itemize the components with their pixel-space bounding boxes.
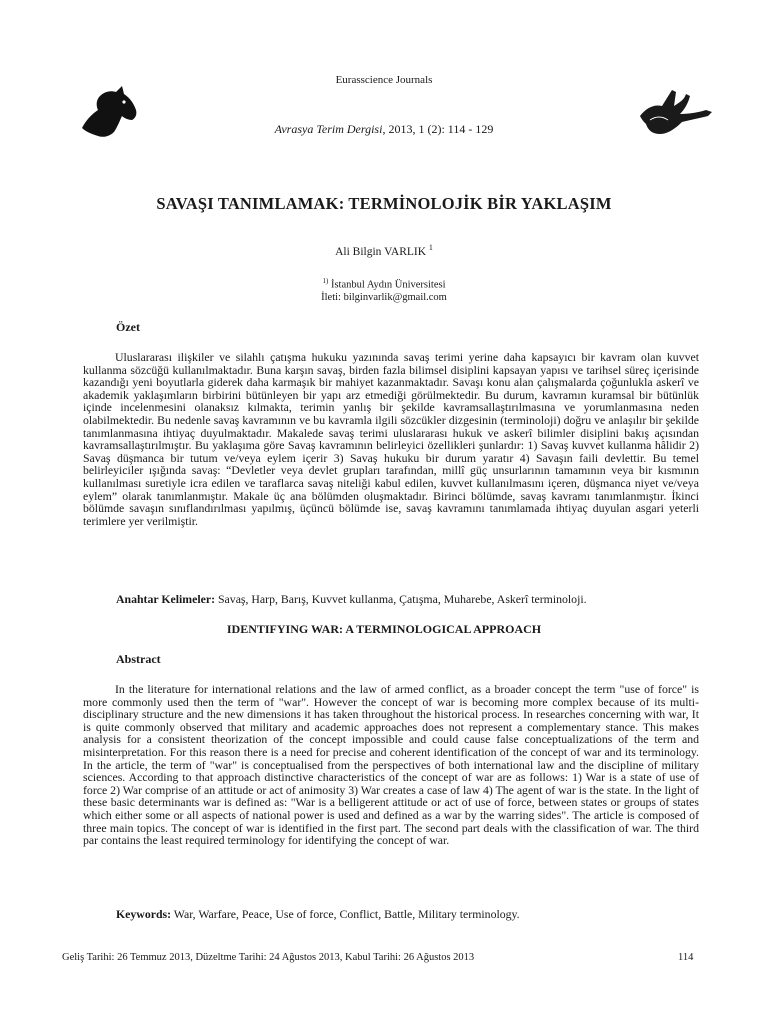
keywords-tr-label: Anahtar Kelimeler: bbox=[116, 592, 216, 606]
affiliation-line bbox=[0, 277, 768, 291]
abstract-heading: Abstract bbox=[116, 652, 161, 666]
author-name: Ali Bilgin VARLIK bbox=[335, 246, 427, 258]
affiliation: İstanbul Aydın Üniversitesi bbox=[330, 279, 446, 291]
footer-dates: Geliş Tarihi: 26 Temmuz 2013, Düzeltme Tarihi: 24 Ağustos 2013, Kabul Tarihi: 26 Ağustos 2013 bbox=[62, 952, 475, 963]
citation-details: , 2013, 1 (2): 114 - 129 bbox=[382, 122, 494, 136]
article-title-tr: SAVAŞI TANIMLAMAK: TERMİNOLOJİK BİR YAKLAŞIM bbox=[156, 194, 612, 213]
keywords-en-label: Keywords: bbox=[116, 907, 172, 921]
author-superscript: 1 bbox=[428, 243, 433, 252]
keywords-en-list: War, Warfare, Peace, Use of force, Conflict, Battle, Military terminology. bbox=[171, 907, 520, 921]
affiliation-superscript: 1) bbox=[322, 277, 329, 285]
journal-citation bbox=[0, 122, 768, 137]
article-title-en: IDENTIFYING WAR: A TERMINOLOGICAL APPROACH bbox=[226, 622, 542, 636]
abstract-paragraph: In the literature for international relations and the law of armed conflict, as a broader concept the term "use of force" is more commonly used then the term of "war". However the concept of war is becoming more complex because of its multi-disciplinary structure and the new dimensions it has taken throughout the historical process. In researches concerning with war, It is quite commonly observed that military and academic approaches does not represent a complementary stance. This makes analysis for a consistent theorization of the concept impossible and could cause false conceptualizations of the term and misinterpretation. For this reason there is a need for precise and coherent identification of the concept of war and its terminology. In the article, the term of "war" is conceptualised from the perspectives of both international law and the discipline of military sciences. According to that approach distinctive characteristics of the concept of war are as follows: 1) War is a state of use of force 2) War comprise of an attitude or act of animosity 3) War creates a case of law 4) The agent of war is the state. In the light of these basic determinants war is defined as: "War is a belligerent attitude or act of use of force, between states or groups of states which either some or all aspects of national power is used and defined as a war by the warring sides". The article is composed of three main topics. The concept of war is identified in the first part. The second part deals with the classification of war. The third par contains the least required terminology for identifying the concept of war. bbox=[83, 682, 699, 848]
ozet-paragraph: Uluslararası ilişkiler ve silahlı çatışma hukuku yazınında savaş terimi yerine daha kapsayıcı bir kavram olan kuvvet kullanma sözcüğü kullanılmaktadır. Buna karşın savaş, birden fazla bilimsel disiplini kapsayan yapısı ve tarihsel süreç içerisinde kazandığı yeni boyutlarla giderek daha karmaşık bir mahiyet kazanmaktadır. Savaşı konu alan çalışmalarda çoğunlukla askerî ve akademik yaklaşımların birbirini bütünleyen bir yapı arz etmediği görülmektedir. Bu durum, kavramın kuramsal bir bütünlük içinde incelenmesini olanaksız kılmakta, terimin yanlış bir şekilde kavramsallaştırılmasına ve yorumlanmasına neden olabilmektedir. Bu nedenle savaş kavramının ve bu kavramla ilgili sözcükler dizgesinin (terminoloji) doğru ve anlaşılır bir şekilde tanımlanmasına ihtiyaç duyulmaktadır. Makalede savaş terimi uluslararası hukuk ve askerî bilimler disiplini bakış açısından kavramsallaştırılmıştır. Bu yaklaşıma göre Savaş kavramının belirleyici özellikleri şunlardır: 1) Savaş kuvvet kullanma hâlidir 2) Savaş düşmanca bir tutum ve/veya eylem içerir 3) Savaş hukuku bir durum yaratır 4) Savaşın faili devlettir. Bu temel belirleyiciler ışığında savaş: “Devletler veya devlet grupları tarafından, millî güç unsurlarının tamamının veya bir kısmının kullanılması suretiyle icra edilen ve taraflarca savaş niteliği kabul edilen, kuvvet kullanılmasını içeren, düşmanca niyet ve/veya eylem” olarak tanımlanmıştır. Makale üç ana bölümden oluşmaktadır. Birinci bölümde, savaş kavramı tanımlanmıştır. İkinci bölümde savaşın sınıflandırılması yapılmış, üçüncü bölümde ise, savaş kavramını tanımlamada ihtiyaç duyulan asgari yeterli terimlere yer verilmiştir. bbox=[83, 350, 699, 528]
keywords-tr-list: Savaş, Harp, Barış, Kuvvet kullanma, Çatışma, Muharebe, Askerî terminoloji. bbox=[215, 592, 587, 606]
author-email: İleti: bilginvarlik@gmail.com bbox=[321, 292, 447, 303]
journal-name: Avrasya Terim Dergisi bbox=[274, 122, 383, 136]
page-number: 114 bbox=[678, 952, 694, 963]
author-line bbox=[0, 243, 768, 258]
publisher-name: Eurasscience Journals bbox=[335, 74, 433, 86]
keywords-en bbox=[116, 907, 520, 922]
keywords-tr bbox=[116, 592, 587, 607]
ozet-heading: Özet bbox=[116, 320, 140, 334]
